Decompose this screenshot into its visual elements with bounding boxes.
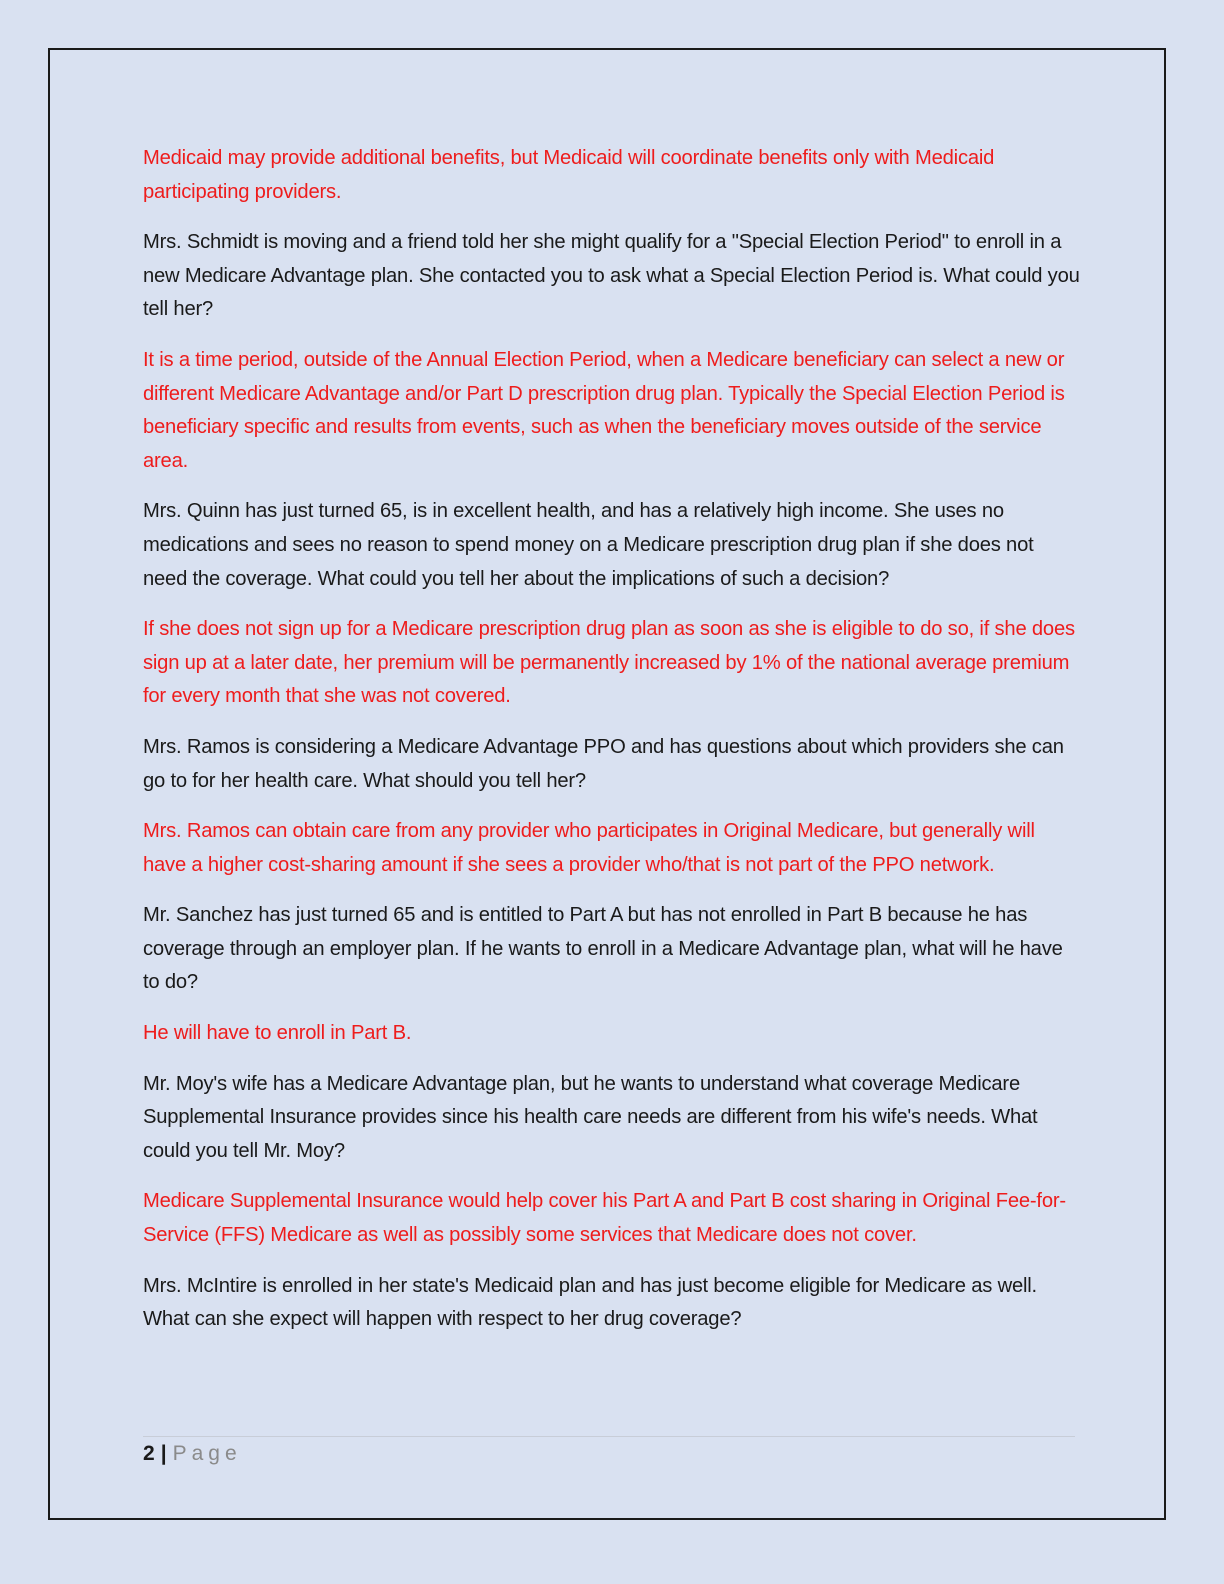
answer-paragraph: Mrs. Ramos can obtain care from any provider who participates in Original Medicare, but generally will have a higher cost-sharing amount if she sees a provider who/that is not part of the PPO network. xyxy=(143,820,1035,876)
answer-paragraph: Medicaid may provide additional benefits, but Medicaid will coordinate benefits only with Medicaid participating providers. xyxy=(143,147,995,203)
page-footer xyxy=(143,1441,242,1467)
question-paragraph: Mrs. McIntire is enrolled in her state's Medicaid plan and has just become eligible for Medicare as well. What can she expect will happen with respect to her drug coverage? xyxy=(143,1274,1037,1331)
document-body xyxy=(143,142,1083,1354)
question-paragraph: Mr. Sanchez has just turned 65 and is entitled to Part A but has not enrolled in Part B because he has coverage through an employer plan. If he wants to enroll in a Medicare Advantage plan, what will he have to do? xyxy=(143,904,1063,994)
page-label: Page xyxy=(172,1442,242,1465)
answer-paragraph: Medicare Supplemental Insurance would help cover his Part A and Part B cost sharing in Original Fee-for-Service (FFS) Medicare as well as possibly some services that Medicare does not cover. xyxy=(143,1190,1066,1247)
footer-divider xyxy=(143,1436,1075,1437)
question-paragraph: Mrs. Schmidt is moving and a friend told her she might qualify for a "Special Election Period" to enroll in a new Medicare Advantage plan. She contacted you to ask what a Special Election Period is. What could you tell her? xyxy=(143,231,1080,321)
question-paragraph: Mrs. Ramos is considering a Medicare Advantage PPO and has questions about which providers she can go to for her health care. What should you tell her? xyxy=(143,735,1064,792)
question-paragraph: Mr. Moy's wife has a Medicare Advantage plan, but he wants to understand what coverage Medicare Supplemental Insurance provides since his health care needs are different from his wife's needs. What could you tell Mr. Moy? xyxy=(143,1072,1038,1162)
question-paragraph: Mrs. Quinn has just turned 65, is in excellent health, and has a relatively high income. She uses no medications and sees no reason to spend money on a Medicare prescription drug plan if she does not need the coverage. What could you tell her about the implications of such a decision? xyxy=(143,500,1034,590)
answer-paragraph: He will have to enroll in Part B. xyxy=(143,1022,412,1045)
page-number: 2 xyxy=(143,1442,155,1465)
answer-paragraph: If she does not sign up for a Medicare prescription drug plan as soon as she is eligible to do so, if she does sign up at a later date, her premium will be permanently increased by 1% of the national average premium for every month that she was not covered. xyxy=(143,618,1075,708)
footer-separator: | xyxy=(160,1442,167,1465)
answer-paragraph: It is a time period, outside of the Annual Election Period, when a Medicare beneficiary can select a new or different Medicare Advantage and/or Part D prescription drug plan. Typically the Special Election Period is beneficiary specific and results from events, such as when the beneficiary moves outside of the service area. xyxy=(143,348,1065,472)
